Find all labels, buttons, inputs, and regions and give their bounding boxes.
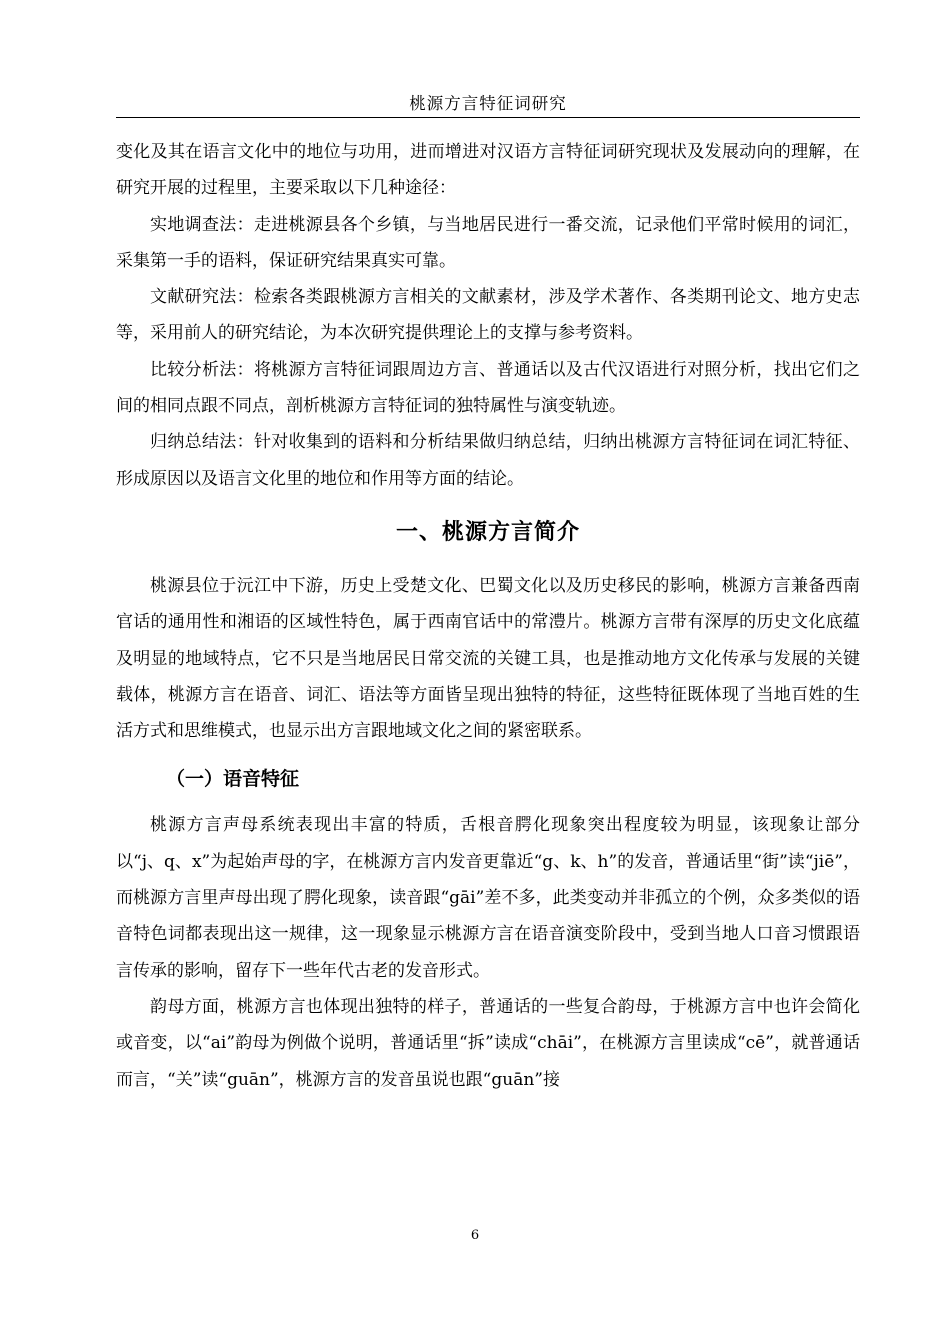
header-rule	[116, 117, 860, 118]
paragraph-initials: 桃源方言声母系统表现出丰富的特质，舌根音腭化现象突出程度较为明显，该现象让部分以“j、q、x”为起始声母的字，在桃源方言内发音更靠近“g、k、h”的发音，普通话里“街”读“jiē”，而桃源方言里声母出现了腭化现象，读音跟“gāi”差不多，此类变动并非孤立的个例，众多类似的语音特色词都表现出这一规律，这一现象显示桃源方言在语音演变阶段中，受到当地人口音习惯跟语言传承的影响，留存下一些年代古老的发音形式。	[116, 815, 860, 981]
paragraph-field-survey: 实地调查法：走进桃源县各个乡镇，与当地居民进行一番交流，记录他们平常时候用的词汇，采集第一手的语料，保证研究结果真实可靠。	[116, 214, 860, 271]
paragraph-literature-review: 文献研究法：检索各类跟桃源方言相关的文献素材，涉及学术著作、各类期刊论文、地方史志等，采用前人的研究结论，为本次研究提供理论上的支撑与参考资料。	[116, 287, 860, 344]
subsection-heading: （一）语音特征	[166, 768, 300, 791]
paragraph-comparative-analysis: 比较分析法：将桃源方言特征词跟周边方言、普通话以及古代汉语进行对照分析，找出它们之间的相同点跟不同点，剖析桃源方言特征词的独特属性与演变轨迹。	[116, 359, 860, 417]
section-heading: 一、桃源方言简介	[395, 519, 580, 545]
page-number: 6	[470, 1228, 480, 1243]
page-body	[116, 134, 860, 1098]
paragraph-dialect-intro: 桃源县位于沅江中下游，历史上受楚文化、巴蜀文化以及历史移民的影响，桃源方言兼备西南官话的通用性和湘语的区域性特色，属于西南官话中的常澧片。桃源方言带有深厚的历史文化底蕴及明显的地域特点，它不只是当地居民日常交流的关键工具，也是推动地方文化传承与发展的关键载体，桃源方言在语音、词汇、语法等方面皆呈现出独特的特征，这些特征既体现了当地百姓的生活方式和思维模式，也显示出方言跟地域文化之间的紧密联系。	[116, 575, 860, 742]
paragraph-continuation: 变化及其在语言文化中的地位与功用，进而增进对汉语方言特征词研究现状及发展动向的理解，在研究开展的过程里，主要采取以下几种途径：	[116, 142, 860, 199]
paragraph-inductive-summary: 归纳总结法：针对收集到的语料和分析结果做归纳总结，归纳出桃源方言特征词在词汇特征、形成原因以及语言文化里的地位和作用等方面的结论。	[116, 432, 860, 489]
running-header: 桃源方言特征词研究	[409, 94, 567, 113]
paragraph-finals: 韵母方面，桃源方言也体现出独特的样子，普通话的一些复合韵母，于桃源方言中也许会简化或音变，以“ai”韵母为例做个说明，普通话里“拆”读成“chāi”，在桃源方言里读成“cē”，就普通话而言，“关”读“guān”，桃源方言的发音虽说也跟“guān”接	[116, 996, 860, 1090]
